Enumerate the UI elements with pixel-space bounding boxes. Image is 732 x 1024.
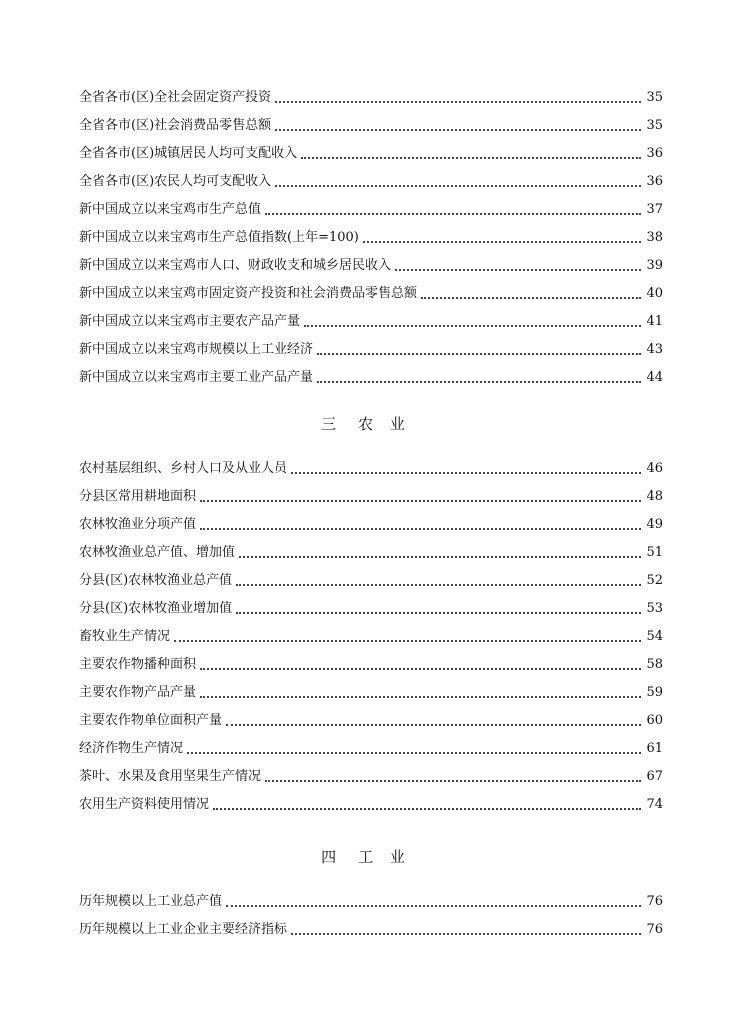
entry-page: 67 (646, 769, 663, 784)
entry-title: 主要农作物播种面积 (79, 657, 197, 672)
dot-leader (213, 808, 641, 810)
dot-leader (226, 905, 641, 907)
dot-leader (275, 185, 641, 187)
toc-entry[interactable] (79, 336, 663, 364)
entry-page: 41 (646, 314, 663, 329)
toc-entry[interactable] (79, 252, 663, 280)
toc-entry[interactable] (79, 595, 663, 623)
entry-page: 76 (646, 922, 663, 937)
dot-leader (275, 129, 641, 131)
entry-title: 全省各市(区)社会消费品零售总额 (79, 118, 272, 133)
toc-entry[interactable] (79, 140, 663, 168)
entry-title: 经济作物生产情况 (79, 741, 184, 756)
dot-leader (200, 528, 641, 530)
entry-page: 61 (646, 741, 663, 756)
entry-page: 46 (646, 461, 663, 476)
section-3-heading (0, 413, 732, 434)
dot-leader (226, 724, 641, 726)
entry-page: 49 (646, 517, 663, 532)
toc-section-3 (79, 455, 663, 819)
entry-title: 新中国成立以来宝鸡市生产总值指数(上年=100) (79, 230, 359, 245)
toc-entry[interactable] (79, 916, 663, 944)
toc-entry[interactable] (79, 791, 663, 819)
toc-entry[interactable] (79, 735, 663, 763)
entry-page: 44 (646, 370, 663, 385)
entry-page: 58 (646, 657, 663, 672)
entry-title: 全省各市(区)农民人均可支配收入 (79, 174, 272, 189)
entry-title: 分县(区)农林牧渔业总产值 (79, 573, 233, 588)
toc-entry[interactable] (79, 567, 663, 595)
toc-entry[interactable] (79, 280, 663, 308)
entry-title: 农林牧渔业分项产值 (79, 517, 197, 532)
toc-entry[interactable] (79, 763, 663, 791)
section-3-number: 三 (321, 415, 343, 433)
toc-section-4 (79, 888, 663, 944)
dot-leader (304, 325, 641, 327)
entry-page: 35 (646, 90, 663, 105)
entry-title: 新中国成立以来宝鸡市主要农产品产量 (79, 314, 301, 329)
entry-title: 新中国成立以来宝鸡市规模以上工业经济 (79, 342, 314, 357)
toc-entry[interactable] (79, 539, 663, 567)
entry-title: 历年规模以上工业企业主要经济指标 (79, 922, 288, 937)
dot-leader (200, 696, 641, 698)
dot-leader (301, 157, 641, 159)
dot-leader (317, 381, 641, 383)
dot-leader (421, 297, 641, 299)
section-3-name: 农 业 (358, 415, 411, 433)
dot-leader (291, 933, 641, 935)
section-4-number: 四 (321, 848, 343, 866)
entry-page: 76 (646, 894, 663, 909)
entry-title: 茶叶、水果及食用坚果生产情况 (79, 769, 262, 784)
toc-entry[interactable] (79, 455, 663, 483)
entry-title: 农村基层组织、乡村人口及从业人员 (79, 461, 288, 476)
dot-leader (200, 668, 641, 670)
entry-title: 主要农作物产品产量 (79, 685, 197, 700)
entry-title: 主要农作物单位面积产量 (79, 713, 223, 728)
entry-page: 36 (646, 174, 663, 189)
dot-leader (265, 213, 641, 215)
entry-title: 新中国成立以来宝鸡市生产总值 (79, 202, 262, 217)
toc-entry[interactable] (79, 364, 663, 392)
entry-title: 新中国成立以来宝鸡市固定资产投资和社会消费品零售总额 (79, 286, 418, 301)
entry-page: 52 (646, 573, 663, 588)
dot-leader (236, 584, 641, 586)
toc-section-2-tail (79, 84, 663, 392)
entry-title: 全省各市(区)城镇居民人均可支配收入 (79, 146, 298, 161)
section-4-name: 工 业 (358, 848, 411, 866)
entry-title: 新中国成立以来宝鸡市人口、财政收支和城乡居民收入 (79, 258, 392, 273)
toc-entry[interactable] (79, 84, 663, 112)
entry-page: 36 (646, 146, 663, 161)
toc-entry[interactable] (79, 679, 663, 707)
section-4-heading (0, 846, 732, 867)
dot-leader (239, 556, 641, 558)
entry-page: 74 (646, 797, 663, 812)
entry-page: 59 (646, 685, 663, 700)
toc-entry[interactable] (79, 196, 663, 224)
dot-leader (200, 500, 641, 502)
entry-page: 60 (646, 713, 663, 728)
toc-entry[interactable] (79, 168, 663, 196)
dot-leader (291, 472, 641, 474)
entry-page: 40 (646, 286, 663, 301)
entry-title: 全省各市(区)全社会固定资产投资 (79, 90, 272, 105)
entry-page: 48 (646, 489, 663, 504)
toc-entry[interactable] (79, 511, 663, 539)
entry-title: 历年规模以上工业总产值 (79, 894, 223, 909)
dot-leader (265, 780, 641, 782)
dot-leader (236, 612, 641, 614)
entry-page: 53 (646, 601, 663, 616)
entry-title: 分县区常用耕地面积 (79, 489, 197, 504)
toc-entry[interactable] (79, 483, 663, 511)
entry-page: 54 (646, 629, 663, 644)
entry-page: 37 (646, 202, 663, 217)
toc-entry[interactable] (79, 308, 663, 336)
dot-leader (275, 101, 641, 103)
toc-entry[interactable] (79, 651, 663, 679)
entry-title: 新中国成立以来宝鸡市主要工业产品产量 (79, 370, 314, 385)
toc-entry[interactable] (79, 707, 663, 735)
toc-entry[interactable] (79, 623, 663, 651)
toc-entry[interactable] (79, 112, 663, 140)
entry-title: 农林牧渔业总产值、增加值 (79, 545, 236, 560)
toc-entry[interactable] (79, 224, 663, 252)
entry-title: 农用生产资料使用情况 (79, 797, 210, 812)
entry-title: 分县(区)农林牧渔业增加值 (79, 601, 233, 616)
entry-page: 51 (646, 545, 663, 560)
entry-page: 38 (646, 230, 663, 245)
entry-page: 43 (646, 342, 663, 357)
dot-leader (317, 353, 641, 355)
dot-leader (363, 241, 641, 243)
toc-entry[interactable] (79, 888, 663, 916)
dot-leader (395, 269, 641, 271)
entry-title: 畜牧业生产情况 (79, 629, 171, 644)
dot-leader (187, 752, 641, 754)
entry-page: 39 (646, 258, 663, 273)
dot-leader (174, 640, 641, 642)
entry-page: 35 (646, 118, 663, 133)
